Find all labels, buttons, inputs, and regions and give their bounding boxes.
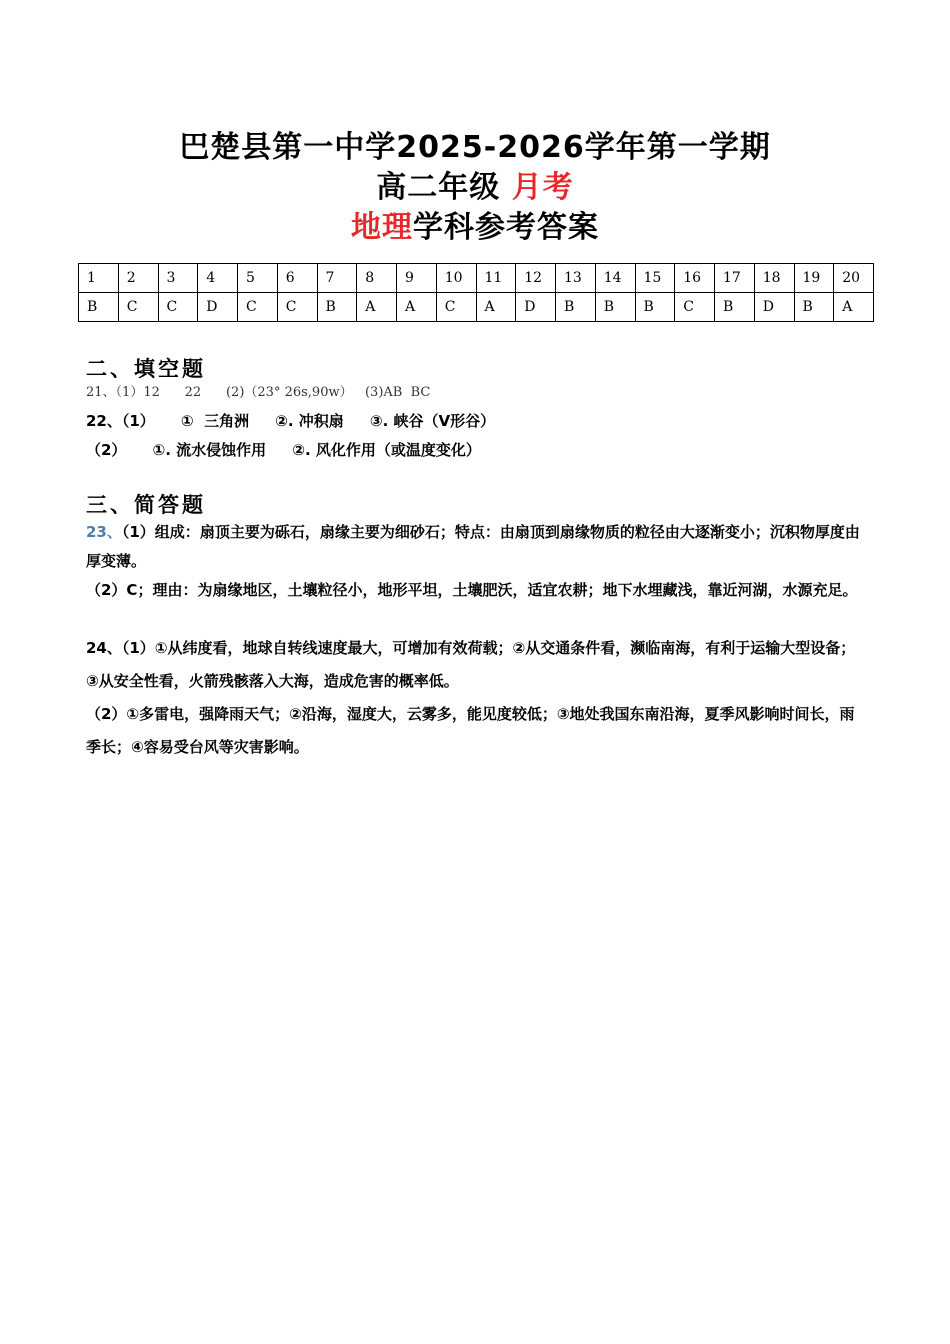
title-line-3 [0, 208, 950, 248]
question-number-cell: 17 [715, 264, 755, 293]
answer-cell: A [397, 293, 437, 322]
answer-cell: C [118, 293, 158, 322]
question-24-part1-answer: 24、（1）①从纬度看，地球自转线速度最大，可增加有效荷载；②从交通条件看，濒临南海，有利于运输大型设备；③从安全性看，火箭残骸落入大海，造成危害的概率低。 [86, 639, 856, 690]
question-number-cell: 15 [635, 264, 675, 293]
answer-table [78, 263, 874, 322]
question-23-part1-text: （1）组成：扇顶主要为砾石，扇缘主要为细砂石；特点：由扇顶到扇缘物质的粒径由大逐渐变小；沉积物厚度由厚变薄。 [86, 523, 860, 570]
subject-label: 地理 [351, 210, 413, 245]
question-number-cell: 7 [317, 264, 357, 293]
question-number-cell: 10 [436, 264, 476, 293]
answer-cell: C [158, 293, 198, 322]
question-number-cell: 14 [595, 264, 635, 293]
answer-cell: C [277, 293, 317, 322]
question-number-cell: 11 [476, 264, 516, 293]
question-22-part2-answer: （2） ①. 流水侵蚀作用 ②. 风化作用（或温度变化） [86, 441, 481, 459]
title-line-2 [0, 168, 950, 208]
answer-table-answer-row [79, 293, 874, 322]
question-number-cell: 20 [834, 264, 874, 293]
question-24-part2-answer: （2）①多雷电，强降雨天气；②沿海，湿度大，云雾多，能见度较低；③地处我国东南沿海，夏季风影响时间长，雨季长；④容易受台风等灾害影响。 [86, 705, 855, 756]
answer-cell: B [595, 293, 635, 322]
answer-cell: A [476, 293, 516, 322]
question-number-cell: 19 [794, 264, 834, 293]
answer-cell: B [556, 293, 596, 322]
question-22-part1-answer: 22、（1） ① 三角洲 ②. 冲积扇 ③. 峡谷（V形谷） [86, 412, 496, 430]
question-number-cell: 5 [238, 264, 278, 293]
question-number-cell: 13 [556, 264, 596, 293]
question-23-number: 23、 [86, 523, 122, 541]
title-line-1: 巴楚县第一中学2025-2026学年第一学期 [179, 130, 771, 165]
answer-key-label: 学科参考答案 [413, 210, 599, 245]
answer-cell: C [436, 293, 476, 322]
answer-cell: D [516, 293, 556, 322]
answer-cell: B [794, 293, 834, 322]
question-number-cell: 12 [516, 264, 556, 293]
question-number-cell: 6 [277, 264, 317, 293]
question-number-cell: 4 [198, 264, 238, 293]
exam-type-label: 月考 [511, 170, 574, 205]
answer-cell: D [754, 293, 794, 322]
answer-cell: A [834, 293, 874, 322]
answer-table-number-row [79, 264, 874, 293]
answer-cell: B [79, 293, 119, 322]
question-number-cell: 18 [754, 264, 794, 293]
question-number-cell: 9 [397, 264, 437, 293]
answer-cell: D [198, 293, 238, 322]
answer-cell: B [635, 293, 675, 322]
question-23-part2-answer: （2）C；理由：为扇缘地区，土壤粒径小，地形平坦，土壤肥沃，适宜农耕；地下水埋藏浅，靠近河湖，水源充足。 [86, 581, 858, 599]
question-number-cell: 2 [118, 264, 158, 293]
question-23-part1-answer [86, 518, 866, 576]
question-21-answer: 21、（1）12 22 (2)（23° 26s,90w） (3)AB BC [86, 385, 431, 400]
answer-cell: B [317, 293, 357, 322]
answer-cell: B [715, 293, 755, 322]
answer-cell: C [238, 293, 278, 322]
answer-cell: C [675, 293, 715, 322]
question-number-cell: 3 [158, 264, 198, 293]
grade-label: 高二年级 [376, 170, 501, 205]
question-number-cell: 1 [79, 264, 119, 293]
section-2-heading: 二、填空题 [86, 356, 206, 381]
question-number-cell: 16 [675, 264, 715, 293]
question-number-cell: 8 [357, 264, 397, 293]
section-3-heading: 三、简答题 [86, 492, 206, 517]
answer-cell: A [357, 293, 397, 322]
